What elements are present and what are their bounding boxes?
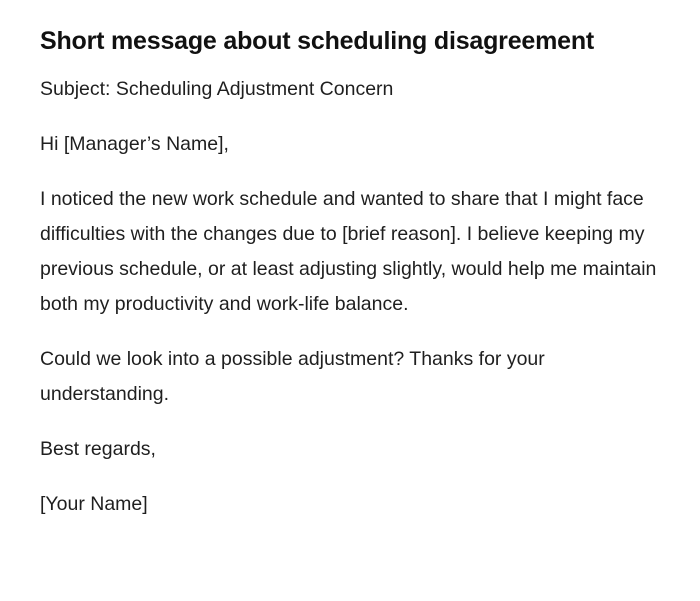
email-body-paragraph-1: I noticed the new work schedule and wanted to share that I might face difficulties with the changes due to [brief reason]. I believe keeping my previous schedule, or at least adjusting slightly, would help me maintain both my productivity and work-life balance.: [40, 188, 657, 315]
email-greeting: Hi [Manager’s Name],: [40, 133, 229, 155]
email-closing: Best regards,: [40, 438, 156, 460]
document-title: Short message about scheduling disagreement: [40, 27, 595, 55]
email-body-paragraph-2: Could we look into a possible adjustment? Thanks for your understanding.: [40, 348, 545, 405]
email-subject: Subject: Scheduling Adjustment Concern: [40, 78, 394, 100]
email-signature: [Your Name]: [40, 493, 148, 515]
